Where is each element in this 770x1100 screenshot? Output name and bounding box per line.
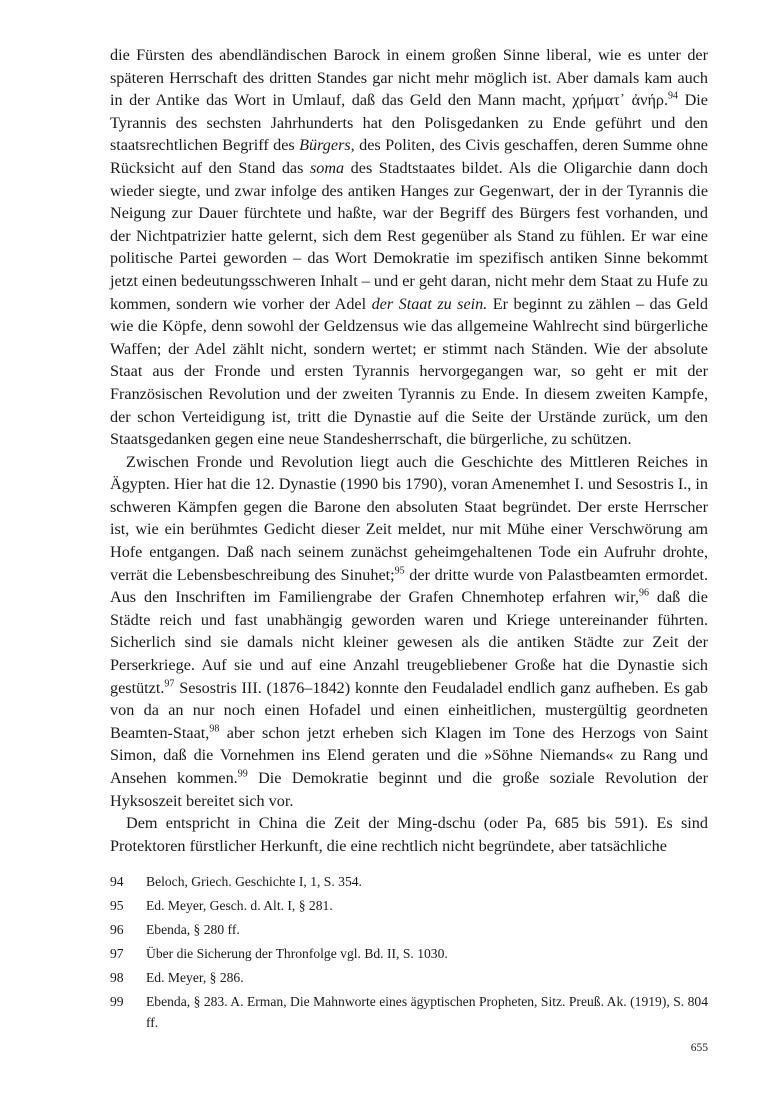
footnote-reference: 98 bbox=[209, 723, 220, 735]
footnote-text: Ebenda, § 280 ff. bbox=[146, 922, 240, 938]
footnote-text: Ed. Meyer, § 286. bbox=[146, 970, 244, 986]
text-run: Die Tyrannis des sechsten Jahrhunderts hat den Polisgedanken zu Ende geführt und den staatsrechtlichen Begriff des bbox=[110, 91, 708, 155]
footnote-reference: 95 bbox=[394, 565, 405, 577]
text-run: Die Demokratie beginnt und die große soziale Revolution der Hyksoszeit bereitet sich vor. bbox=[110, 769, 708, 810]
footnote-number: 99 bbox=[110, 994, 124, 1010]
footnote-number: 94 bbox=[110, 874, 124, 890]
footnote-reference: 96 bbox=[638, 587, 649, 599]
footnote-number: 95 bbox=[110, 898, 124, 914]
footnote-reference: 94 bbox=[668, 90, 679, 102]
text-run: daß die Städte reich und fast unabhängig geworden waren und Kriege untereinander führten. Sicherlich sind sie damals nicht kleiner gewesen als die antiken Städte zur Zeit der Perserkriege. Auf sie und auf eine Anzahl treugebliebener Große hat die Dynastie sich gestützt. bbox=[110, 588, 708, 697]
footnote-text: Beloch, Griech. Geschichte I, 1, S. 354. bbox=[146, 874, 362, 890]
footnote-number: 97 bbox=[110, 946, 124, 962]
text-run: Zwischen Fronde und Revolution liegt auch die Geschichte des Mittleren Reiches in Ägypten. Hier hat die 12. Dynastie (1990 bis 1790), voran Amenemhet I. und Sesostris I., in schweren Kämpfen gegen die Barone den absoluten Staat begründet. Der erste Herrscher ist, wie ein berühmtes Gedicht dieser Zeit meldet, nur mit Mühe einer Verschwörung am Hofe entgangen. Daß nach seinem zunächst geheimgehaltenen Tode ein Aufruhr drohte, verrät die Lebensbeschreibung des Sinuhet; bbox=[110, 452, 708, 584]
text-run: die Fürsten des abendländischen Barock in einem großen Sinne liberal, wie es unter der späteren Herrschaft des dritten Standes gar nicht mehr möglich ist. Aber damals kam auch in der Antike das Wort in Umlauf, daß das Geld den Mann macht, χρήματ᾽ ἀνήρ. bbox=[110, 46, 708, 110]
footnote bbox=[110, 967, 708, 988]
text-run: aber schon jetzt erheben sich Klagen im Tone des Herzogs von Saint Simon, daß die Vornehmen ins Elend geraten und die »Söhne Niemands« zu Rang und Ansehen kommen. bbox=[110, 723, 708, 787]
text-run: Dem entspricht in China die Zeit der Ming-dschu (oder Pa, 685 bis 591). Es sind Protektoren fürstlicher Herkunft, die eine rechtlich nicht begründete, aber tatsächliche bbox=[110, 814, 708, 855]
footnote-text: Über die Sicherung der Thronfolge vgl. Bd. II, S. 1030. bbox=[146, 946, 448, 962]
footnote bbox=[110, 871, 708, 892]
text-run: der dritte wurde von Palastbeamten ermordet. Aus den Inschriften im Familiengrabe der Grafen Chnemhotep erfahren wir, bbox=[110, 565, 708, 607]
text-run: des Stadtstaates bildet. Als die Oligarchie dann doch wieder siegte, und zwar infolge des antiken Hanges zur Gegenwart, der in der Tyrannis die Neigung zur Dauer fürchtete und haßte, war der Begriff des Bürgers fest vorhanden, und der Nichtpatrizier hatte gelernt, sich dem Rest gegenüber als Stand zu fühlen. Er war eine politische Partei geworden – das Wort Demokratie im spezifisch antiken Sinne bekommt jetzt einen bedeutungsschweren Inhalt – und er geht daran, nicht mehr dem Staat zu Hufe zu kommen, sondern wie vorher der Adel bbox=[110, 158, 709, 313]
footnotes bbox=[110, 871, 708, 1033]
footnote-reference: 99 bbox=[237, 768, 248, 780]
footnote-reference: 97 bbox=[164, 678, 175, 690]
footnote-number: 98 bbox=[110, 970, 124, 986]
page-number: 655 bbox=[690, 1042, 708, 1054]
footnote bbox=[110, 943, 708, 964]
paragraph bbox=[110, 451, 708, 813]
text-run: Er beginnt zu zählen – das Geld wie die Köpfe, denn sowohl der Geldzensus wie das allgemeine Wahlrecht sind bürgerliche Waffen; der Adel zählt nicht, sondern wertet; er stimmt nach Ständen. Wie der absolute Staat aus der Fronde und ersten Tyrannis hervorgegangen war, so geht er mit der Französischen Revolution und der zweiten Tyrannis zu Ende. In diesem zweiten Kampfe, der schon Verteidigung ist, tritt die Dynastie auf die Seite der Urstände zurück, um den Staatsgedanken gegen eine neue Standesherrschaft, die bürgerliche, zu schützen. bbox=[110, 294, 709, 449]
footnote-text: Ed. Meyer, Gesch. d. Alt. I, § 281. bbox=[146, 898, 333, 914]
text-run: Sesostris III. (1876–1842) konnte den Feudaladel endlich ganz aufheben. Es gab von da an nur noch einen Hofadel und einen einheitlichen, mustergültig geordneten Beamten-Staat, bbox=[110, 678, 708, 742]
page-content bbox=[110, 44, 708, 1036]
paragraph bbox=[110, 812, 708, 857]
paragraph bbox=[110, 44, 708, 451]
body-text bbox=[110, 44, 708, 857]
footnote bbox=[110, 991, 708, 1033]
italic-text: Bürgers, bbox=[299, 136, 355, 155]
footnote-text: Ebenda, § 283. A. Erman, Die Mahnworte eines ägyptischen Propheten, Sitz. Preuß. Ak. (1919), S. 804 ff. bbox=[146, 994, 708, 1031]
footnote-number: 96 bbox=[110, 922, 124, 938]
footnote bbox=[110, 919, 708, 940]
italic-text: soma bbox=[309, 158, 345, 177]
text-run: des Politen, des Civis geschaffen, deren Summe ohne Rücksicht auf den Stand das bbox=[110, 136, 708, 177]
italic-text: der Staat zu sein. bbox=[371, 294, 488, 313]
footnote bbox=[110, 895, 708, 916]
